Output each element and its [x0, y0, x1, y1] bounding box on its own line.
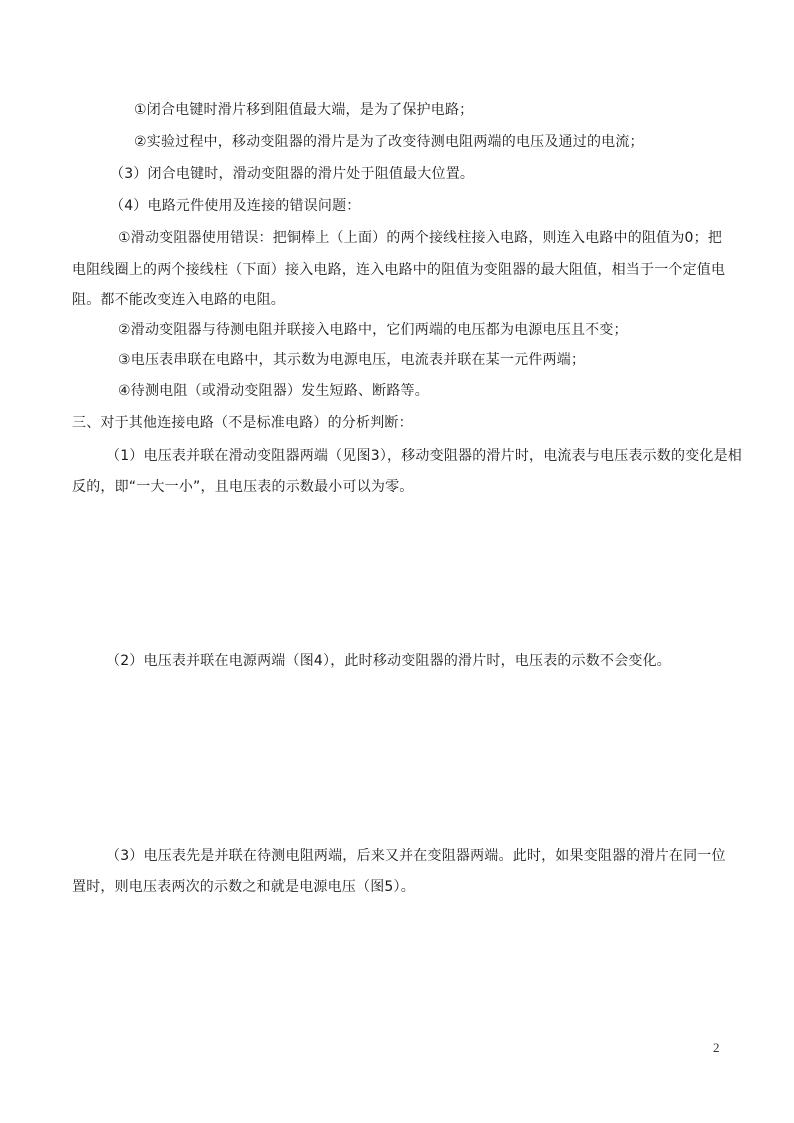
text-line-2: ②实验过程中，移动变阻器的滑片是为了改变待测电阻两端的电压及通过的电流；	[134, 134, 644, 150]
text-line-3: （3）闭合电键时，滑动变阻器的滑片处于阻值最大位置。	[110, 166, 475, 182]
text-line-7: 阻。都不能改变连入电路的电阻。	[72, 292, 285, 308]
text-line-14: （2）电压表并联在电源两端（图4），此时移动变阻器的滑片时，电压表的示数不会变化。	[106, 653, 672, 669]
text-line-5: ①滑动变阻器使用错误：把铜棒上（上面）的两个接线柱接入电路，则连入电路中的阻值为0；把	[118, 230, 723, 246]
text-line-8: ②滑动变阻器与待测电阻并联接入电路中，它们两端的电压都为电源电压且不变；	[118, 322, 628, 338]
text-line-6: 电阻线圈上的两个接线柱（下面）接入电路，连入电路中的阻值为变阻器的最大阻值，相当于一个定值电	[72, 262, 726, 278]
text-line-4: （4）电路元件使用及连接的错误问题：	[110, 198, 361, 214]
section-heading: 三、对于其他连接电路（不是标准电路）的分析判断：	[72, 415, 413, 431]
text-line-9: ③电压表串联在电路中，其示数为电源电压，电流表并联在某一元件两端；	[118, 352, 586, 368]
text-line-15: （3）电压表先是并联在待测电阻两端，后来又并在变阻器两端。此时，如果变阻器的滑片在同一位	[106, 848, 726, 864]
text-line-12: （1）电压表并联在滑动变阻器两端（见图3），移动变阻器的滑片时，电流表与电压表示数的变化是相	[106, 448, 743, 464]
text-line-16: 置时，则电压表两次的示数之和就是电源电压（图5）。	[72, 879, 415, 895]
page-number: 2	[713, 1040, 720, 1055]
text-line-13: 反的，即“一大一小”，且电压表的示数最小可以为零。	[72, 479, 414, 495]
text-line-10: ④待测电阻（或滑动变阻器）发生短路、断路等。	[118, 383, 429, 399]
text-line-1: ①闭合电键时滑片移到阻值最大端，是为了保护电路；	[134, 102, 474, 118]
